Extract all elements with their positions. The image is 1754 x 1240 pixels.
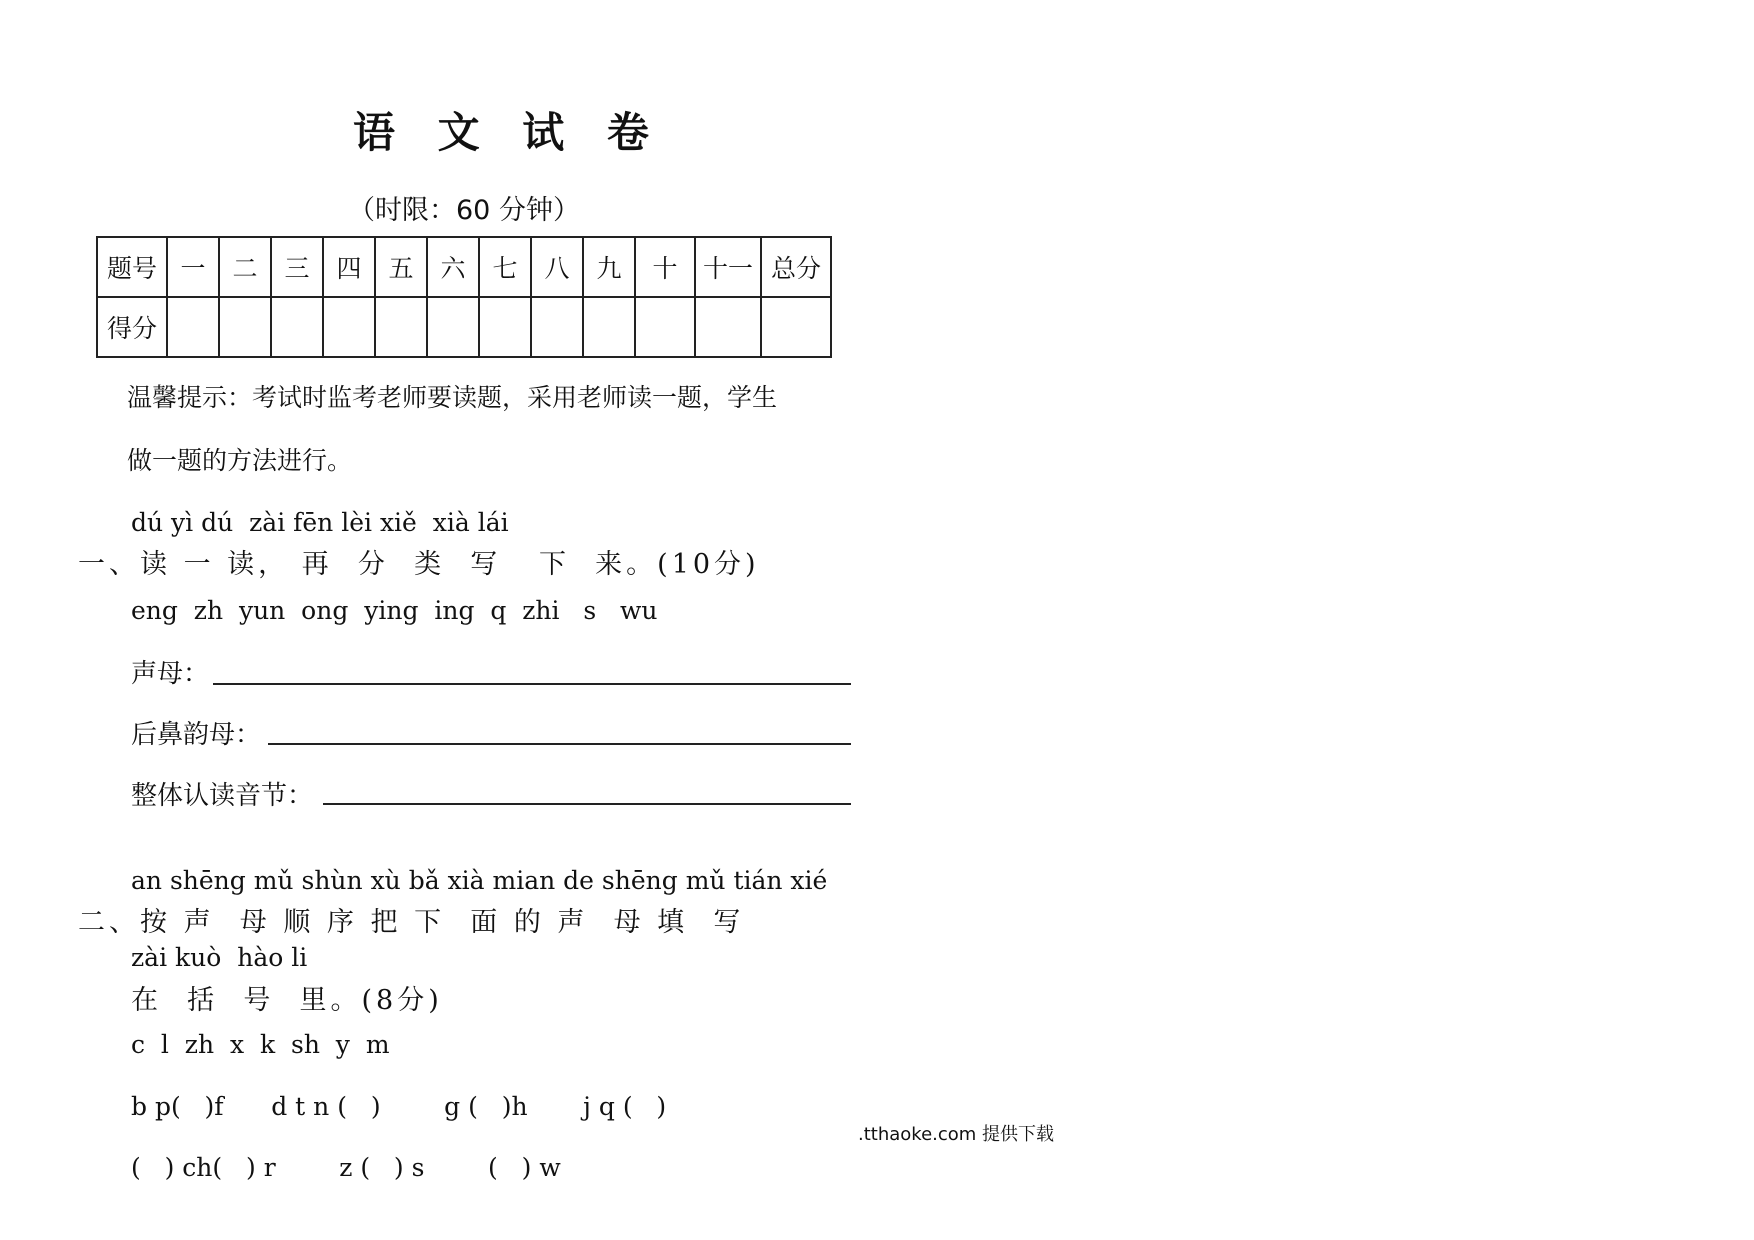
answer-line[interactable] [323,803,851,805]
table-cell: 三 [271,237,323,297]
answer-line[interactable] [268,743,851,745]
table-cell: 八 [531,237,583,297]
score-input-cell[interactable] [375,297,427,357]
tip-line: 做一题的方法进行。 [127,446,353,475]
table-cell: 六 [427,237,479,297]
score-input-cell[interactable] [695,297,761,357]
q1-title: 一、读 一 读， 再 分 类 写 下 来。(10分) [78,549,760,580]
fill-label: 后鼻韵母： [131,720,262,750]
table-cell: 十一 [695,237,761,297]
table-cell: 得分 [97,297,167,357]
table-cell: 七 [479,237,531,297]
table-row [97,237,831,297]
q1-items: eng zh yun ong ying ing q zhi s wu [131,596,658,625]
score-input-cell[interactable] [761,297,831,357]
score-input-cell[interactable] [531,297,583,357]
score-table [96,236,832,358]
score-input-cell[interactable] [323,297,375,357]
table-cell: 十 [635,237,695,297]
table-cell: 五 [375,237,427,297]
q2-title: 二、按 声 母 顺 序 把 下 面 的 声 母 填 写 [78,907,745,938]
table-cell: 二 [219,237,271,297]
score-input-cell[interactable] [583,297,635,357]
table-row [97,297,831,357]
score-input-cell[interactable] [479,297,531,357]
q2-title: 在 括 号 里。(8分) [131,985,443,1016]
table-cell: 题号 [97,237,167,297]
score-input-cell[interactable] [427,297,479,357]
table-cell: 四 [323,237,375,297]
q2-row: ( ) ch( ) r z ( ) s ( ) w [131,1153,561,1182]
q2-pinyin: zài kuò hào li [131,943,308,972]
table-cell: 一 [167,237,219,297]
table-cell: 九 [583,237,635,297]
fill-label: 声母： [131,659,210,689]
score-input-cell[interactable] [219,297,271,357]
q2-row: b p( )f d t n ( ) g ( )h j q ( ) [131,1092,667,1121]
score-input-cell[interactable] [167,297,219,357]
table-cell: 总分 [761,237,831,297]
tip-line: 温馨提示：考试时监考老师要读题，采用老师读一题，学生 [127,383,778,412]
answer-line[interactable] [213,683,851,685]
watermark: .tthaoke.com 提供下载 [858,1124,1055,1145]
score-input-cell[interactable] [271,297,323,357]
time-limit: （时限：60 分钟） [348,195,580,226]
fill-label: 整体认读音节： [131,781,314,811]
q2-letters: c l zh x k sh y m [131,1030,390,1059]
page-title: 语 文 试 卷 [353,108,663,157]
score-input-cell[interactable] [635,297,695,357]
q2-pinyin: an shēng mǔ shùn xù bǎ xià mian de shēng mǔ tián xié [131,866,828,895]
q1-pinyin: dú yì dú zài fēn lèi xiě xià lái [131,508,509,537]
